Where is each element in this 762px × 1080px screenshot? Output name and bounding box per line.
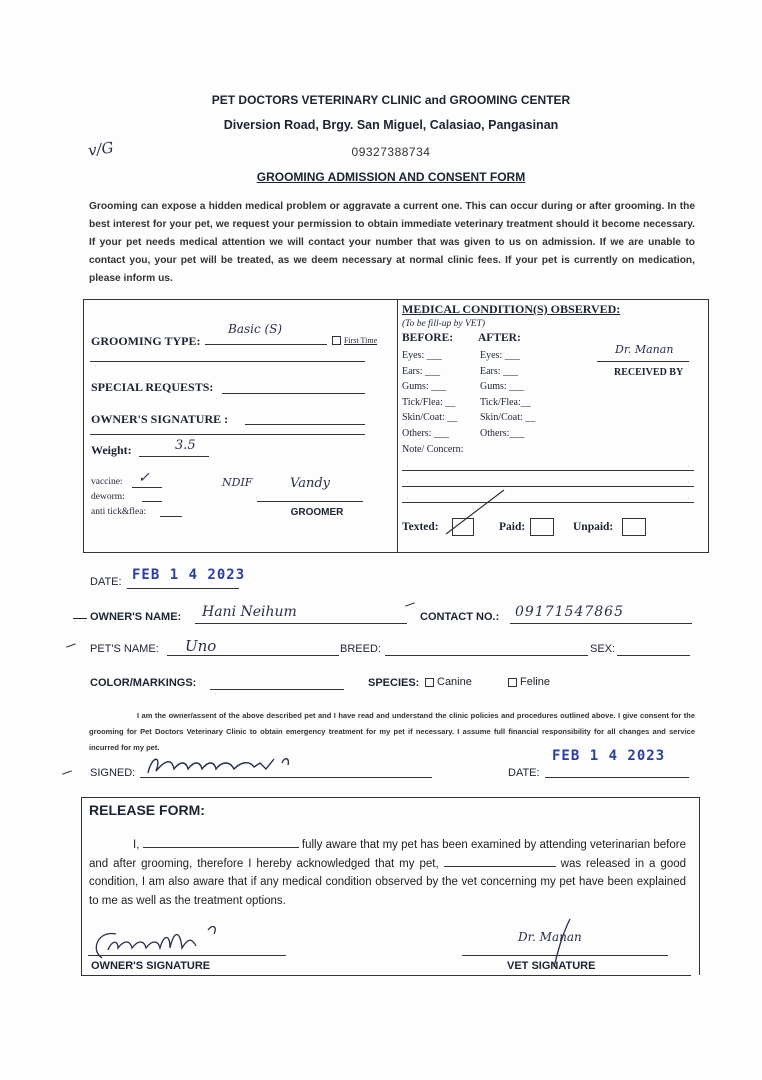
form-title: GROOMING ADMISSION AND CONSENT FORM xyxy=(256,170,526,184)
paid-label: Paid: xyxy=(499,521,526,533)
medical-title: MEDICAL CONDITION(S) OBSERVED: xyxy=(402,302,621,316)
groomer-label: GROOMER xyxy=(290,507,344,518)
date-label: DATE: xyxy=(90,576,122,588)
release-box-bottom xyxy=(81,975,691,976)
release-i: I, xyxy=(133,839,140,851)
canine-checkbox[interactable] xyxy=(425,678,434,687)
contact-value: 09171547865 xyxy=(515,604,624,620)
canine-option[interactable] xyxy=(425,676,472,688)
release-owner-sig-line[interactable] xyxy=(88,955,286,956)
weight-field[interactable] xyxy=(139,456,209,457)
vaccine-label: vaccine: xyxy=(91,477,123,487)
after-eyes[interactable]: Eyes: ___ xyxy=(480,350,520,361)
release-owner-sig-label: OWNER'S SIGNATURE xyxy=(91,960,211,972)
color-field[interactable] xyxy=(210,689,344,690)
deworm-label: deworm: xyxy=(91,492,125,502)
owner-name-value: Hani Neihum xyxy=(202,604,297,620)
weight-label: Weight: xyxy=(91,443,132,457)
unpaid-label: Unpaid: xyxy=(573,521,614,533)
texted-label: Texted: xyxy=(402,521,439,533)
sex-label: SEX: xyxy=(590,643,616,655)
pet-name-value: Uno xyxy=(185,637,217,655)
release-box-top xyxy=(81,797,699,798)
color-label: COLOR/MARKINGS: xyxy=(90,677,197,689)
before-others[interactable]: Others: ___ xyxy=(402,427,449,439)
box-divider xyxy=(397,299,398,552)
release-title: RELEASE FORM: xyxy=(89,802,205,818)
owner-signature-label: OWNER'S SIGNATURE : xyxy=(91,412,229,426)
owner-name-field[interactable] xyxy=(195,623,407,624)
received-by-name: Dr. Manan xyxy=(615,343,674,356)
release-text-2: was released in a good condition, I am also aware that if any medical condition observed by the vet concerning my pet have been explained to me as well as the treatment options. xyxy=(89,857,687,907)
groomer-signature-line[interactable] xyxy=(257,501,363,502)
release-text xyxy=(89,836,686,910)
breed-label: BREED: xyxy=(340,643,381,655)
grooming-type-field[interactable] xyxy=(205,344,327,345)
special-requests-field[interactable] xyxy=(222,393,365,394)
feline-label: Feline xyxy=(520,676,550,688)
consent-text: I am the owner/assent of the above described pet and I have read and understand the clinic policies and procedures outlined above. I give consent for the grooming for Pet Doctors Veterinary Clinic to obtain emergency treatment for my pet if necessary. I assume full financial responsibility for all changes and service incurred for my pet. xyxy=(89,711,695,752)
texted-checkbox[interactable] xyxy=(452,518,474,536)
before-tick-flea[interactable]: Tick/Flea: __ xyxy=(402,396,456,408)
release-owner-signature xyxy=(88,920,228,964)
contact-field[interactable] xyxy=(510,623,692,624)
margin-note: v/G xyxy=(86,138,115,160)
consent-date-field[interactable] xyxy=(545,777,689,778)
feline-checkbox[interactable] xyxy=(508,678,517,687)
first-time-label: First Time xyxy=(344,336,378,345)
release-box-right xyxy=(699,797,700,975)
anti-tick-field[interactable] xyxy=(160,516,182,517)
margin-tick-1 xyxy=(73,618,87,619)
contact-label: CONTACT NO.: xyxy=(420,611,500,623)
consent-date-label: DATE: xyxy=(508,767,540,779)
grooming-type-field-2[interactable] xyxy=(90,361,365,362)
owner-signature-scribble xyxy=(142,753,302,781)
received-by-line[interactable] xyxy=(597,361,689,362)
before-list xyxy=(402,348,457,441)
groomer-name: Vandy xyxy=(290,476,330,491)
groomer-note: NDIF xyxy=(222,476,253,489)
breed-field[interactable] xyxy=(385,655,588,656)
sex-field[interactable] xyxy=(617,655,690,656)
before-label: BEFORE: xyxy=(402,332,454,344)
before-skin-coat[interactable]: Skin/Coat: __ xyxy=(402,412,458,423)
note-label: Note/ Concern: xyxy=(402,444,464,455)
after-label: AFTER: xyxy=(478,332,521,344)
feline-option[interactable] xyxy=(508,676,550,688)
owner-name-label: OWNER'S NAME: xyxy=(90,611,182,623)
first-time-checkbox[interactable] xyxy=(332,336,377,346)
before-eyes[interactable]: Eyes: ___ xyxy=(402,350,442,361)
after-tick-flea[interactable]: Tick/Flea:__ xyxy=(480,396,531,408)
special-requests-label: SPECIAL REQUESTS: xyxy=(91,380,214,394)
release-vet-sig-name: Dr. Manan xyxy=(518,930,582,944)
received-by-label: RECEIVED BY xyxy=(614,367,684,378)
species-label: SPECIES: xyxy=(368,677,420,689)
grooming-type-value: Basic (S) xyxy=(228,322,283,336)
release-vet-sig-line[interactable] xyxy=(462,955,668,956)
unpaid-checkbox[interactable] xyxy=(622,518,646,536)
owner-signature-field[interactable] xyxy=(245,424,365,425)
after-list xyxy=(480,348,535,441)
after-gums[interactable]: Gums: ___ xyxy=(480,381,525,392)
vaccine-check: ✓ xyxy=(138,470,150,486)
release-owner-name-field[interactable] xyxy=(143,847,299,848)
first-time-box[interactable] xyxy=(332,336,341,345)
release-text-1: fully aware that my pet has been examined by attending veterinarian before and after grooming, therefore I hereby acknowledged that my pet, xyxy=(89,839,686,870)
pet-name-field[interactable] xyxy=(167,655,339,656)
after-skin-coat[interactable]: Skin/Coat: __ xyxy=(480,412,536,423)
date-field[interactable] xyxy=(127,588,239,589)
canine-label: Canine xyxy=(437,676,472,688)
clinic-address: Diversion Road, Brgy. San Miguel, Calasiao, Pangasinan xyxy=(223,118,559,132)
clinic-phone: 09327388734 xyxy=(351,145,431,159)
margin-tick-2 xyxy=(66,643,76,647)
grooming-type-label: GROOMING TYPE: xyxy=(91,334,201,348)
release-pet-name-field[interactable] xyxy=(444,866,556,867)
pet-name-label: PET'S NAME: xyxy=(90,643,159,655)
after-others[interactable]: Others:___ xyxy=(480,427,525,439)
vaccine-field[interactable] xyxy=(132,487,162,488)
before-ears[interactable]: Ears: ___ xyxy=(402,365,441,377)
weight-value: 3.5 xyxy=(175,438,196,453)
release-vet-sig-label: VET SIGNATURE xyxy=(507,960,596,972)
before-gums[interactable]: Gums: ___ xyxy=(402,381,447,392)
date-stamp: FEB 1 4 2023 xyxy=(132,567,246,583)
deworm-field[interactable] xyxy=(142,501,162,502)
owner-signature-field-2[interactable] xyxy=(90,434,365,435)
paid-checkbox[interactable] xyxy=(530,518,554,536)
clinic-name: PET DOCTORS VETERINARY CLINIC and GROOMING CENTER xyxy=(211,93,571,107)
medical-subtitle: (To be fill-up by VET) xyxy=(402,319,486,329)
anti-tick-label: anti tick&flea: xyxy=(91,507,147,517)
signed-label: SIGNED: xyxy=(90,767,136,779)
margin-tick-3 xyxy=(62,770,72,774)
note-line-1[interactable] xyxy=(402,470,694,471)
consent-date-stamp: FEB 1 4 2023 xyxy=(552,748,666,764)
after-ears[interactable]: Ears: ___ xyxy=(480,365,519,377)
release-box-left xyxy=(81,797,82,975)
margin-tick-4 xyxy=(405,602,415,606)
intro-text: Grooming can expose a hidden medical problem or aggravate a current one. This can occur during or after grooming. In the best interest for your pet, we request your permission to obtain immediate veterinary treatment should it become necessary. If your pet needs medical attention we will contact your number that was given to us on admission. If we are unable to contact you, your pet will be treated, as we deem necessary at normal clinic fees. If your pet is currently on medication, please inform us. xyxy=(89,201,695,284)
